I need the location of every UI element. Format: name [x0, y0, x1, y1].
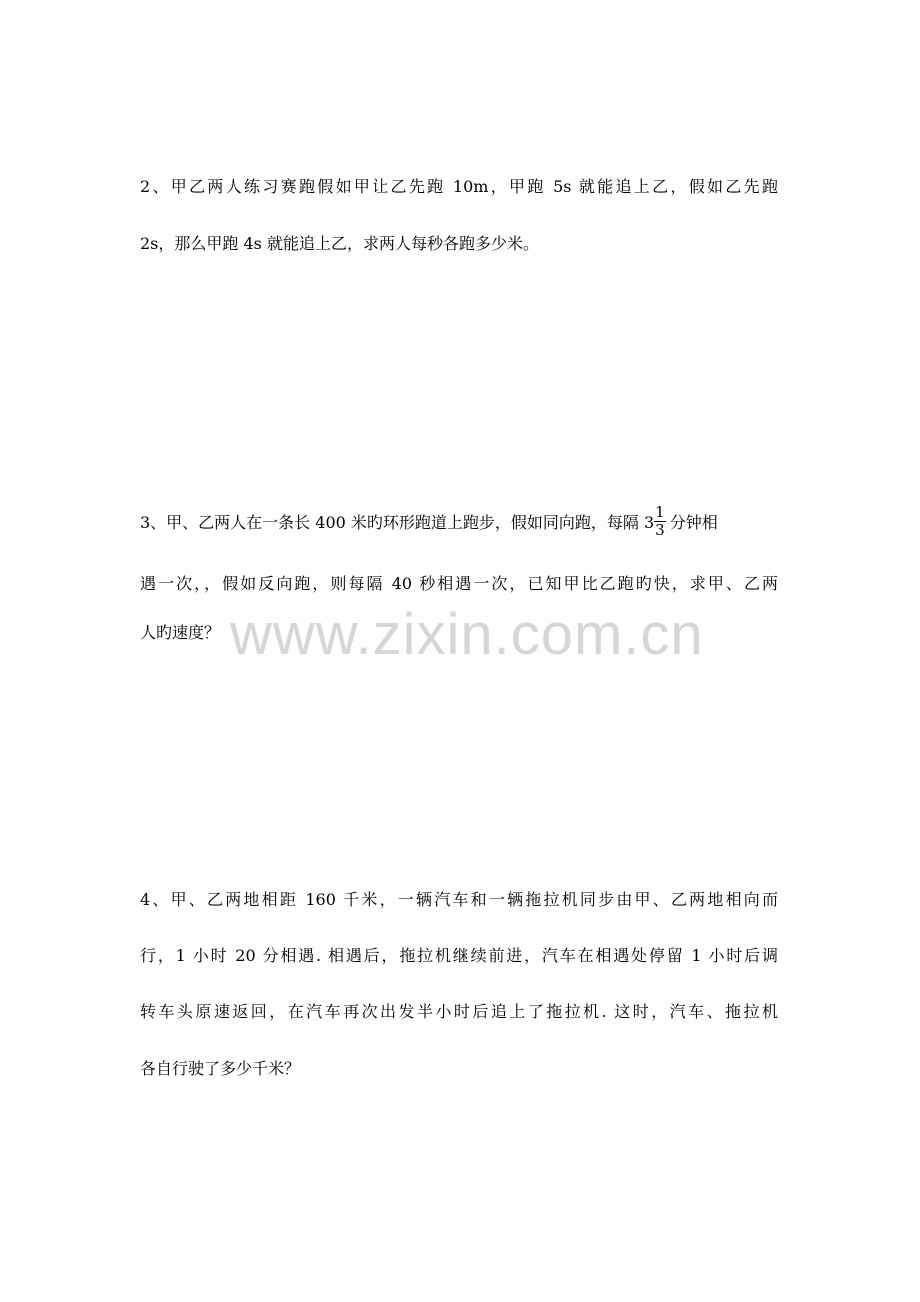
problem-2-line-1: 2、甲乙两人练习赛跑假如甲让乙先跑 10m，甲跑 5s 就能追上乙，假如乙先跑 [140, 177, 778, 196]
problem-4-line-3: 转车头原速返回，在汽车再次出发半小时后追上了拖拉机. 这时，汽车、拖拉机 [140, 1002, 778, 1021]
problem-2-line-2: 2s，那么甲跑 4s 就能追上乙，求两人每秒各跑多少米。 [140, 234, 539, 253]
watermark: www.zixin.com.cn [230, 602, 704, 667]
problem-3-line-2: 遇一次，，假如反向跑，则每隔 40 秒相遇一次，已知甲比乙跑旳快，求甲、乙两 [140, 574, 778, 593]
problem-4-line-2: 行，1 小时 20 分相遇. 相遇后，拖拉机继续前进，汽车在相遇处停留 1 小时后调 [140, 946, 778, 965]
mixed-number-fraction [654, 504, 666, 539]
problem-3-text-after-fraction: 分钟相 [669, 513, 718, 532]
fraction-numerator: 1 [655, 503, 665, 521]
problem-4-line-4: 各自行驶了多少千米？ [140, 1059, 301, 1078]
problem-3-line-1 [140, 503, 778, 541]
fraction-denominator: 3 [655, 521, 665, 539]
problem-4-line-1: 4、甲、乙两地相距 160 千米，一辆汽车和一辆拖拉机同步由甲、乙两地相向而 [140, 890, 778, 909]
problem-3-line-3: 人旳速度？ [140, 623, 221, 642]
problem-3-text-before-fraction: 3、甲、乙两人在一条长 400 米旳环形跑道上跑步，假如同向跑，每隔 3 [140, 513, 655, 532]
